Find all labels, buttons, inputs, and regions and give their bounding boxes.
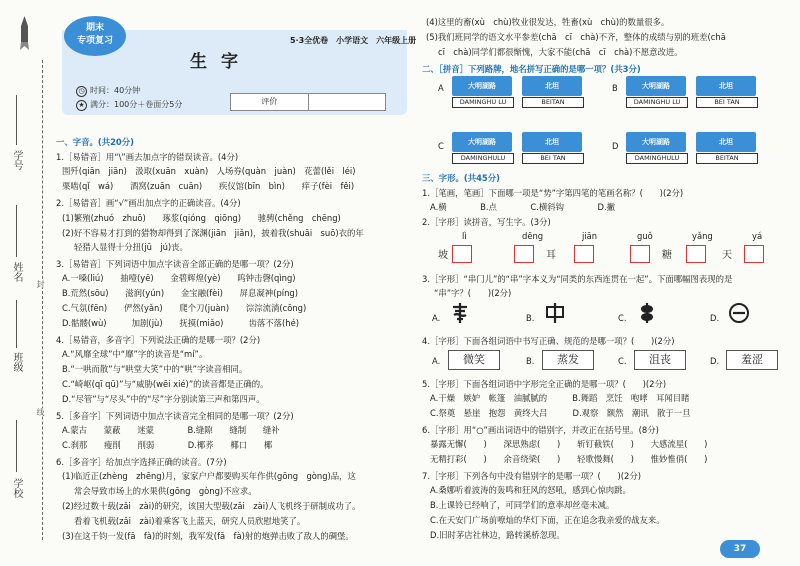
sign-option-d-label[interactable]: D <box>612 141 619 151</box>
page-title: 生字 <box>190 52 252 72</box>
evaluation-field[interactable] <box>309 94 386 110</box>
ancient-glyph-a-icon <box>450 302 470 327</box>
school-label: 学校 <box>11 478 22 498</box>
q5-options-ab[interactable]: A.蒙古 蒙蔽 迷蒙 B.缝隙 缝制 缝补 <box>62 425 280 435</box>
s3-q1-options[interactable]: A.横 B.点 C.横斜钩 D.撇 <box>430 202 616 212</box>
sign-b-area-pinyin: BEI TAN <box>696 97 758 108</box>
char-1: 坡 <box>438 250 448 261</box>
s3-q3-option-c-label[interactable]: C. <box>618 313 627 323</box>
q5-prompt: 5.［多音字］下列词语中加点字读音完全相同的是哪一项？(2分) <box>56 411 294 421</box>
class-label: 班级 <box>11 352 22 372</box>
q3-option-b[interactable]: B.荒然(sōu) 滋润(yún) 金宝融(fèi) 屏息凝神(píng) <box>62 288 298 298</box>
q3-option-a[interactable]: A.一嗓(liú) 抽噎(yē) 金碧辉煌(yè) 呜钟击磬(qìng) <box>62 273 296 283</box>
student-id-label: 学号 <box>11 150 22 170</box>
sign-a-road: 大明湖路 <box>452 76 512 96</box>
name-label: 姓名 <box>11 262 22 282</box>
score-info <box>76 98 182 111</box>
star-icon: ★ <box>76 100 87 111</box>
sign-c-area: 北坦 <box>522 132 582 152</box>
s3-q5-options-ab[interactable]: A.干燥 嫉妒 帐篷 油腻腻的 B.舞蹈 烹饪 咆哮 耳闻目睹 <box>430 393 690 403</box>
s3-q3-prompt: 3.［字形］“串门儿”的“串”字本义为“同类的东西连贯在一起”。下面哪幅图表现的是 <box>422 274 733 284</box>
s3-q4-b-word: 蒸发 <box>542 350 594 370</box>
pinyin-3: jiān <box>582 231 598 241</box>
clock-icon: ◷ <box>76 86 87 97</box>
write-box-5[interactable] <box>686 245 706 263</box>
q6-row1[interactable]: (1)临近正(zhèng zhēng)月，家家户户都要购买年作供(gōng gòng)品，这 <box>62 471 356 481</box>
s3-q4-a-label[interactable]: A. <box>432 356 441 366</box>
badge-line2: 专项复习 <box>76 36 113 46</box>
char-3: 耳 <box>546 250 556 261</box>
section-2-title: 二、［拼音］下列路牌，地名拼写正确的是哪一项？(共3分) <box>422 64 641 74</box>
q4-prompt: 4.［易错音，多音字］下列说法正确的是哪一项？(2分) <box>56 335 261 345</box>
q6-row2[interactable]: 常会导致市场上的水果供(gōng gòng)不应求。 <box>74 486 257 496</box>
evaluation-label: 评价 <box>231 94 309 110</box>
s3-q6-prompt: 6.［字形］用“○”画出词语中的错别字，并改正在括号里。(8分) <box>422 425 659 435</box>
pinyin-2: dēng <box>522 231 544 241</box>
s3-q7-option-b[interactable]: B.上课铃已经响了，可同学们的意率却丝毫未减。 <box>430 500 615 510</box>
binding-margin <box>0 0 50 566</box>
sign-a-area: 北坦 <box>522 76 582 96</box>
write-box-2[interactable] <box>514 245 534 263</box>
s3-q3-prompt-cont: “串”字？( )(2分) <box>434 288 512 298</box>
s3-q7-option-c[interactable]: C.在天安门广场前嘹灿的华灯下面，正在追念我亲爱的战友来。 <box>430 515 665 525</box>
q1-prompt: 1.［易错音］用“\”画去加点字的错误读音。(4分) <box>56 152 239 162</box>
sign-b-area: 北坦 <box>696 76 756 96</box>
q4-option-b[interactable]: B.“一哄而散”与“哄堂大笑”中的“哄”字读音相同。 <box>62 364 248 374</box>
s3-q7-option-d[interactable]: D.旧时茅店社林边，路转溪桥忽现。 <box>430 530 565 540</box>
s3-q6-row1[interactable]: 暴露无懈( ) 深思熟虑( ) 斩钉截铁( ) 大感流星( ) <box>430 439 708 449</box>
q3-option-d[interactable]: D.骷髅(wù) 加剧(jù) 抚摸(miǎo) 齿落不落(hé) <box>62 318 299 328</box>
ancient-glyph-b-icon <box>544 302 566 327</box>
q6-row7[interactable]: (5)我们班同学的语文水平参差(chā cī chà)不齐，整体的成绩与别的班差(chā <box>426 32 726 42</box>
time-info <box>76 84 140 97</box>
q4-option-a[interactable]: A.“风靡全球”中“靡”字的读音是“mí”。 <box>62 349 208 359</box>
write-box-6[interactable] <box>744 245 764 263</box>
s3-q6-row2[interactable]: 无精打彩( ) 余音绕梁( ) 轻歌慢舞( ) 惟妙惟俏( ) <box>430 454 708 464</box>
pinyin-5: yǎng <box>692 231 713 241</box>
sign-a-area-pinyin: BEITAN <box>522 97 584 108</box>
school-line <box>16 420 17 472</box>
s3-q4-d-word: 羞涩 <box>726 350 778 370</box>
sign-option-c-label[interactable]: C <box>438 141 444 151</box>
sign-d-area-pinyin: BEITAN <box>696 153 758 164</box>
sign-a-road-pinyin: DAMINGHU LU <box>452 97 514 108</box>
q3-prompt: 3.［易错音］下列词语中加点字读音全部正确的是哪一项？(2分) <box>56 259 294 269</box>
write-box-4[interactable] <box>630 245 650 263</box>
s3-q4-b-label[interactable]: B. <box>526 356 535 366</box>
cut-label-seal: 封 <box>36 280 45 288</box>
sign-b-road-pinyin: DAMINGHU LU <box>626 97 688 108</box>
q6-row8[interactable]: cī chà)同学们都很惭愧，大家不能(chā cī chà)不愿意改进。 <box>438 47 683 57</box>
s3-q3-option-b-label[interactable]: B. <box>526 313 535 323</box>
class-line <box>16 300 17 348</box>
section-1-title: 一、字音。(共20分) <box>56 137 134 147</box>
s3-q7-option-a[interactable]: A.桑娜听着波涛的轰鸣和狂风的怒吼，感到心惊肉跳。 <box>430 485 631 495</box>
q5-options-cd[interactable]: C.刹那 瘦削 削弱 D.椰荞 椰口 椰 <box>62 440 273 450</box>
sign-c-area-pinyin: BEI TAN <box>522 153 584 164</box>
ancient-glyph-d-icon <box>728 302 750 327</box>
char-5: 糖 <box>662 250 672 261</box>
sign-option-b-label[interactable]: B <box>612 83 618 93</box>
char-6: 天 <box>722 250 732 261</box>
s3-q1-prompt: 1.［笔画，笔画］下面哪一项是“势”字第四笔的笔画名称？( )(2分) <box>422 188 684 198</box>
s3-q2-prompt: 2.［字形］读拼音，写生字。(3分) <box>422 217 551 227</box>
q2-row2[interactable]: (2)好不容易才打到的猎物却得到了深渊(jiān jiǎn)，披着我(shuāi suō)衣的年 <box>62 228 364 238</box>
s3-q3-option-d-label[interactable]: D. <box>710 313 720 323</box>
sign-option-a-label[interactable]: A <box>438 83 444 93</box>
q6-row5[interactable]: (3)在这千钧一发(fā fà)的时刻，我军发(fā fà)射的炮弹击败了敌人的碉堡。 <box>62 531 354 541</box>
page-number: 37 <box>720 540 760 558</box>
write-box-3[interactable] <box>574 245 594 263</box>
s3-q4-prompt: 4.［字形］下面各组词语中书写正确、规范的是哪一项？( )(2分) <box>422 336 675 346</box>
sign-c-road: 大明湖路 <box>452 132 512 152</box>
name-line <box>16 205 17 257</box>
q3-option-c[interactable]: C.气氛(fēn) 俨然(yǎn) 爬个刀(juàn) 淙淙流淌(cōng) <box>62 303 307 313</box>
q4-option-d[interactable]: D.“尽管”与“尽头”中的“尽”字分别读第三声和第四声。 <box>62 394 265 404</box>
pinyin-1: lì <box>462 231 467 241</box>
q2-prompt: 2.［易错音］画“√”画出加点字的正确读音。(4分) <box>56 198 241 208</box>
pinyin-6: yá <box>752 231 763 241</box>
rocket-icon <box>20 16 29 52</box>
sign-d-road: 大明湖路 <box>626 132 686 152</box>
q2-row1[interactable]: (1)繁殖(zhuó zhuō) 琢浆(qióng qiōng) 驰骋(chěng chēng) <box>62 213 341 223</box>
q2-row3[interactable]: 轻猎人显得十分扭(jū jú)丧。 <box>74 242 188 252</box>
series-label: 5·3全优卷 小学语文 六年级上册 <box>290 36 417 45</box>
s3-q7-prompt: 7.［字形］下列各句中没有错别字的是哪一项？( )(2分) <box>422 471 642 481</box>
s3-q3-option-a-label[interactable]: A. <box>432 313 441 323</box>
s3-q4-a-word: 微笑 <box>448 350 500 370</box>
s3-q5-prompt: 5.［字形］下面各组词语中字形完全正确的是哪一项？( )(2分) <box>422 379 667 389</box>
s3-q4-c-word: 沮丧 <box>634 350 686 370</box>
q6-row4[interactable]: 看着飞机载(zǎi zài)着乘客飞上蓝天，研究人员欣慰地笑了。 <box>74 516 306 526</box>
review-badge <box>64 16 126 56</box>
q1-row2[interactable]: 栗啮(qǐ wá) 酒窝(zuān cuān) 疾仪馆(bīn bìn) 痒子(fèi fěi) <box>62 181 355 191</box>
q6-row3[interactable]: (2)经过数十载(zǎi zài)的研究，该国大型载(zǎi zài)人飞机终于研制成功了。 <box>62 501 361 511</box>
cut-line <box>42 60 43 540</box>
section-3-title: 三、字形。(共45分) <box>422 173 500 183</box>
sign-d-area: 北坦 <box>696 132 756 152</box>
sign-d-road-pinyin: DAMINGHULU <box>626 153 688 164</box>
time-text: 时间：40分钟 <box>90 86 141 95</box>
student-id-line <box>16 95 17 145</box>
q6-row6[interactable]: (4)这里的畜(xù chù)牧业很发达，牲畜(xù chù)的数量很多。 <box>426 17 670 27</box>
s3-q4-c-label[interactable]: C. <box>618 356 627 366</box>
evaluation-box <box>230 93 386 111</box>
q4-option-c[interactable]: C.“崎岖(qī qū)”与“威胁(wēi xié)”的读音都是正确的。 <box>62 379 269 389</box>
sign-c-road-pinyin: DAMINGHULU <box>452 153 514 164</box>
q6-prompt: 6.［多音字］给加点字选择正确的读音。(7分) <box>56 457 227 467</box>
write-box-1[interactable] <box>452 245 472 263</box>
pinyin-4: guǒ <box>637 231 653 241</box>
q1-row1[interactable]: 围歼(qiān jiān) 汲取(xuān xuàn) 人场券(quàn juàn) 花蕾(lěi léi) <box>62 166 356 176</box>
cut-label-line: 线 <box>36 408 45 416</box>
s3-q5-options-cd[interactable]: C.祭奠 悬崖 抱怨 黄终大吕 D.观察 额然 潮讯 散于一旦 <box>430 408 691 418</box>
badge-line1: 期末 <box>85 23 104 33</box>
s3-q4-d-label[interactable]: D. <box>710 356 720 366</box>
sign-b-road: 大明湖路 <box>626 76 686 96</box>
ancient-glyph-c-icon <box>636 302 658 327</box>
score-text: 满分：100分＋卷面分5分 <box>90 100 183 109</box>
